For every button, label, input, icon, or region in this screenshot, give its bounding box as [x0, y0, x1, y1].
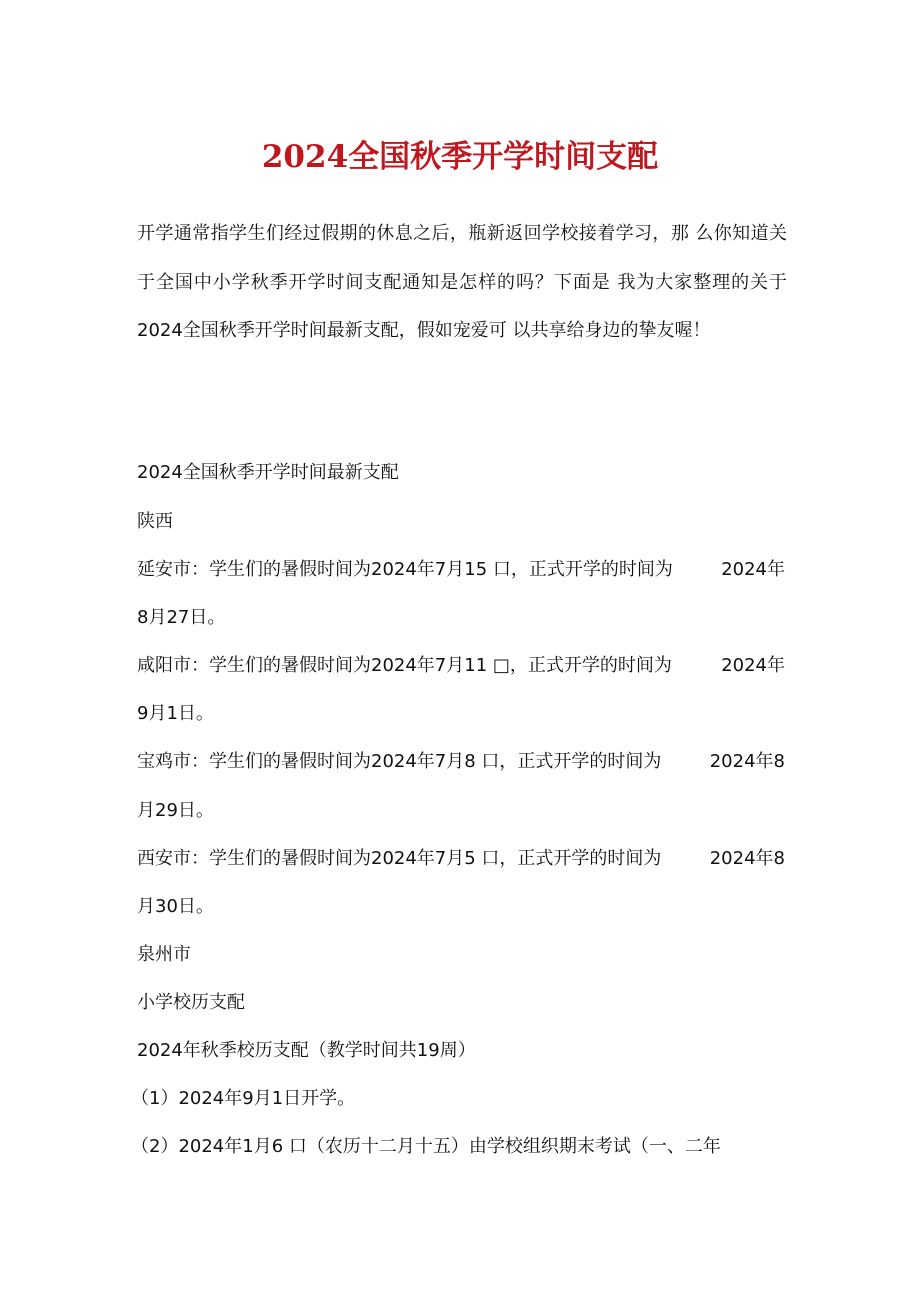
city-xianyang-line — [137, 651, 785, 681]
city-xian-tail: 2024年8 — [709, 848, 785, 869]
subheading: 小学校历支配 — [137, 992, 245, 1013]
city-yanan-line — [137, 555, 785, 585]
list-item: （2）2024年1月6 口（农历十二月十五）由学校组织期末考试（一、二年 — [131, 1136, 721, 1157]
city-xianyang-text: 咸阳市：学生们的暑假时间为2024年7月11 □，正式开学的时间为 — [137, 655, 672, 676]
section-heading: 2024全国秋季开学时间最新支配 — [137, 462, 399, 483]
intro-paragraph: 开学通常指学生们经过假期的休息之后，瓶新返回学校接着学习，那 么你知道关于全国中小学秋季开学时间支配通知是怎样的吗？下面是 我为大家整理的关于2024全国秋季开学时间最新支配，假如宠爱可 以共享给身边的挚友喔！ — [137, 223, 787, 341]
city-xian-text: 西安市：学生们的暑假时间为2024年7月5 口，正式开学的时间为 — [137, 848, 662, 869]
list-item: （1）2024年9月1日开学。 — [131, 1088, 356, 1109]
city-baoji-date: 月29日。 — [137, 800, 214, 821]
city-yanan-date: 8月27日。 — [137, 607, 226, 628]
city-yanan-text: 延安市：学生们的暑假时间为2024年7月15 口，正式开学的时间为 — [137, 559, 673, 580]
calendar-heading: 2024年秋季校历支配（教学时间共19周） — [137, 1040, 476, 1061]
city-xian-date: 月30日。 — [137, 896, 214, 917]
city-baoji-line — [137, 747, 785, 777]
province-heading-quanzhou: 泉州市 — [137, 944, 191, 965]
province-heading: 陕西 — [137, 511, 173, 532]
city-baoji-tail: 2024年8 — [709, 751, 785, 772]
city-xian-line — [137, 844, 785, 874]
city-baoji-text: 宝鸡市：学生们的暑假时间为2024年7月8 口，正式开学的时间为 — [137, 751, 662, 772]
document-title: 2024全国秋季开学时间支配 — [261, 139, 659, 175]
city-xianyang-tail: 2024年 — [721, 655, 785, 676]
city-xianyang-date: 9月1日。 — [137, 703, 214, 724]
city-yanan-tail: 2024年 — [721, 559, 785, 580]
